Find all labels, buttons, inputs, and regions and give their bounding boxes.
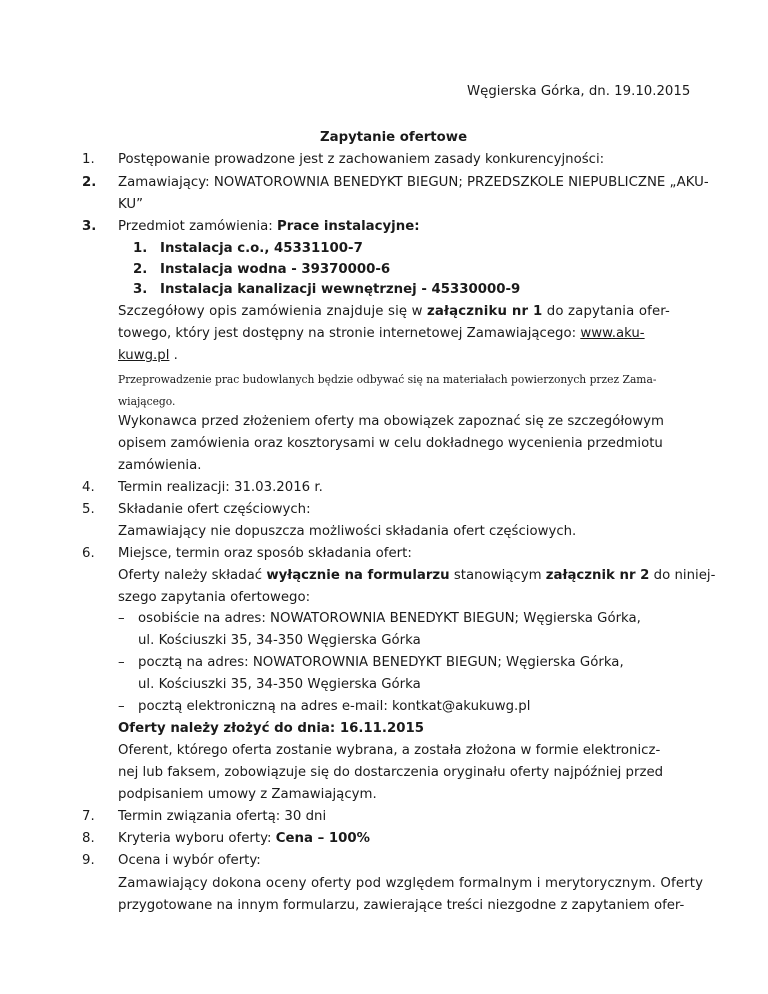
section-1-text: Postępowanie prowadzone jest z zachowaniem zasady konkurencyjności: bbox=[118, 152, 605, 167]
section-5-text: Składanie ofert częściowych: bbox=[118, 502, 311, 517]
place-date: Węgierska Górka, dn. 19.10.2015 bbox=[467, 84, 691, 99]
subitem-1-number: 1. bbox=[133, 241, 148, 256]
section-6-line2: szego zapytania ofertowego: bbox=[118, 590, 311, 605]
section-8-value: Cena – 100% bbox=[275, 831, 370, 846]
bullet-3-line1: pocztą elektroniczną na adres e-mail: kontkat@akukuwg.pl bbox=[138, 699, 531, 714]
subitem-2-number: 2. bbox=[133, 262, 148, 277]
description-text-2: towego, który jest dostępny na stronie internetowej Zamawiającego: bbox=[118, 326, 581, 341]
attachment-2-ref: załącznik nr 2 bbox=[545, 568, 650, 583]
doc-title: Zapytanie ofertowe bbox=[320, 130, 468, 145]
bullet-2-line1: pocztą na adres: NOWATOROWNIA BENEDYKT BIEGUN; Węgierska Górka, bbox=[138, 655, 624, 670]
section-8-number: 8. bbox=[82, 831, 95, 846]
section-2-line1: Zamawiający: NOWATOROWNIA BENEDYKT BIEGUN; PRZEDSZKOLE NIEPUBLICZNE „AKU- bbox=[118, 175, 709, 190]
section-6-text: Miejsce, termin oraz sposób składania ofert: bbox=[118, 546, 412, 561]
bullet-1-line1: osobiście na adres: NOWATOROWNIA BENEDYKT BIEGUN; Węgierska Górka, bbox=[138, 611, 641, 626]
bullet-3-dash: – bbox=[118, 699, 125, 714]
description-line1 bbox=[118, 304, 670, 320]
description-line2 bbox=[118, 326, 645, 342]
form-only-ref: wyłącznie na formularzu bbox=[266, 568, 450, 583]
contractor-duty-line2: opisem zamówienia oraz kosztorysami w celu dokładnego wycenienia przedmiotu bbox=[118, 436, 663, 451]
materials-note-line2: wiającego. bbox=[118, 395, 176, 408]
contractor-duty-line1: Wykonawca przed złożeniem oferty ma obowiązek zapoznać się ze szczegółowym bbox=[118, 414, 664, 429]
bullet-1-line2: ul. Kościuszki 35, 34-350 Węgierska Górka bbox=[138, 633, 421, 648]
website-link-part2[interactable]: kuwg.pl bbox=[118, 348, 170, 363]
subitem-3-number: 3. bbox=[133, 282, 148, 297]
section-4-text: Termin realizacji: 31.03.2016 r. bbox=[118, 480, 323, 495]
original-offer-line3: podpisaniem umowy z Zamawiającym. bbox=[118, 787, 377, 802]
section-9-line2: przygotowane na innym formularzu, zawierające treści niezgodne z zapytaniem ofer- bbox=[118, 898, 685, 913]
contractor-duty-line3: zamówienia. bbox=[118, 458, 202, 473]
subitem-2-text: Instalacja wodna - 39370000-6 bbox=[160, 262, 391, 277]
section-6-text-c: stanowiącym bbox=[449, 568, 546, 583]
description-end: . bbox=[169, 348, 178, 363]
subitem-1-text: Instalacja c.o., 45331100-7 bbox=[160, 241, 363, 256]
section-5-detail: Zamawiający nie dopuszcza możliwości składania ofert częściowych. bbox=[118, 524, 577, 539]
bullet-1-dash: – bbox=[118, 611, 125, 626]
section-3-number: 3. bbox=[82, 219, 97, 234]
section-6-text-a: Oferty należy składać bbox=[118, 568, 267, 583]
section-5-number: 5. bbox=[82, 502, 95, 517]
section-2-number: 2. bbox=[82, 175, 97, 190]
original-offer-line2: nej lub faksem, zobowiązuje się do dostarczenia oryginału oferty najpóźniej przed bbox=[118, 765, 664, 780]
section-8-text bbox=[118, 831, 370, 847]
section-6-text-e: do niniej- bbox=[649, 568, 716, 583]
section-6-line1 bbox=[118, 568, 715, 584]
section-8-label: Kryteria wyboru oferty: bbox=[118, 831, 276, 846]
section-7-number: 7. bbox=[82, 809, 95, 824]
description-text-a: Szczegółowy opis zamówienia znajduje się w bbox=[118, 304, 428, 319]
materials-note-line1: Przeprowadzenie prac budowlanych będzie odbywać się na materiałach powierzonych przez Zama- bbox=[118, 373, 657, 386]
section-9-line1: Zamawiający dokona oceny oferty pod względem formalnym i merytorycznym. Oferty bbox=[118, 876, 704, 891]
bullet-2-dash: – bbox=[118, 655, 125, 670]
section-3-heading bbox=[118, 219, 420, 235]
description-text-c: do zapytania ofer- bbox=[542, 304, 670, 319]
subitem-3-text: Instalacja kanalizacji wewnętrznej - 45330000-9 bbox=[160, 282, 521, 297]
section-9-text: Ocena i wybór oferty: bbox=[118, 853, 261, 868]
section-1-number: 1. bbox=[82, 152, 95, 167]
submission-deadline: Oferty należy złożyć do dnia: 16.11.2015 bbox=[118, 721, 424, 736]
attachment-1-ref: załączniku nr 1 bbox=[427, 304, 543, 319]
original-offer-line1: Oferent, którego oferta zostanie wybrana, a została złożona w formie elektronicz- bbox=[118, 743, 661, 758]
section-9-number: 9. bbox=[82, 853, 95, 868]
website-link-part1[interactable]: www.aku- bbox=[580, 326, 645, 341]
section-6-number: 6. bbox=[82, 546, 95, 561]
section-7-text: Termin związania ofertą: 30 dni bbox=[118, 809, 327, 824]
section-4-number: 4. bbox=[82, 480, 95, 495]
section-3-label: Przedmiot zamówienia: bbox=[118, 219, 278, 234]
section-2-line2: KU” bbox=[118, 197, 143, 212]
section-3-title: Prace instalacyjne: bbox=[277, 219, 420, 234]
bullet-2-line2: ul. Kościuszki 35, 34-350 Węgierska Górka bbox=[138, 677, 421, 692]
description-line3 bbox=[118, 348, 178, 364]
